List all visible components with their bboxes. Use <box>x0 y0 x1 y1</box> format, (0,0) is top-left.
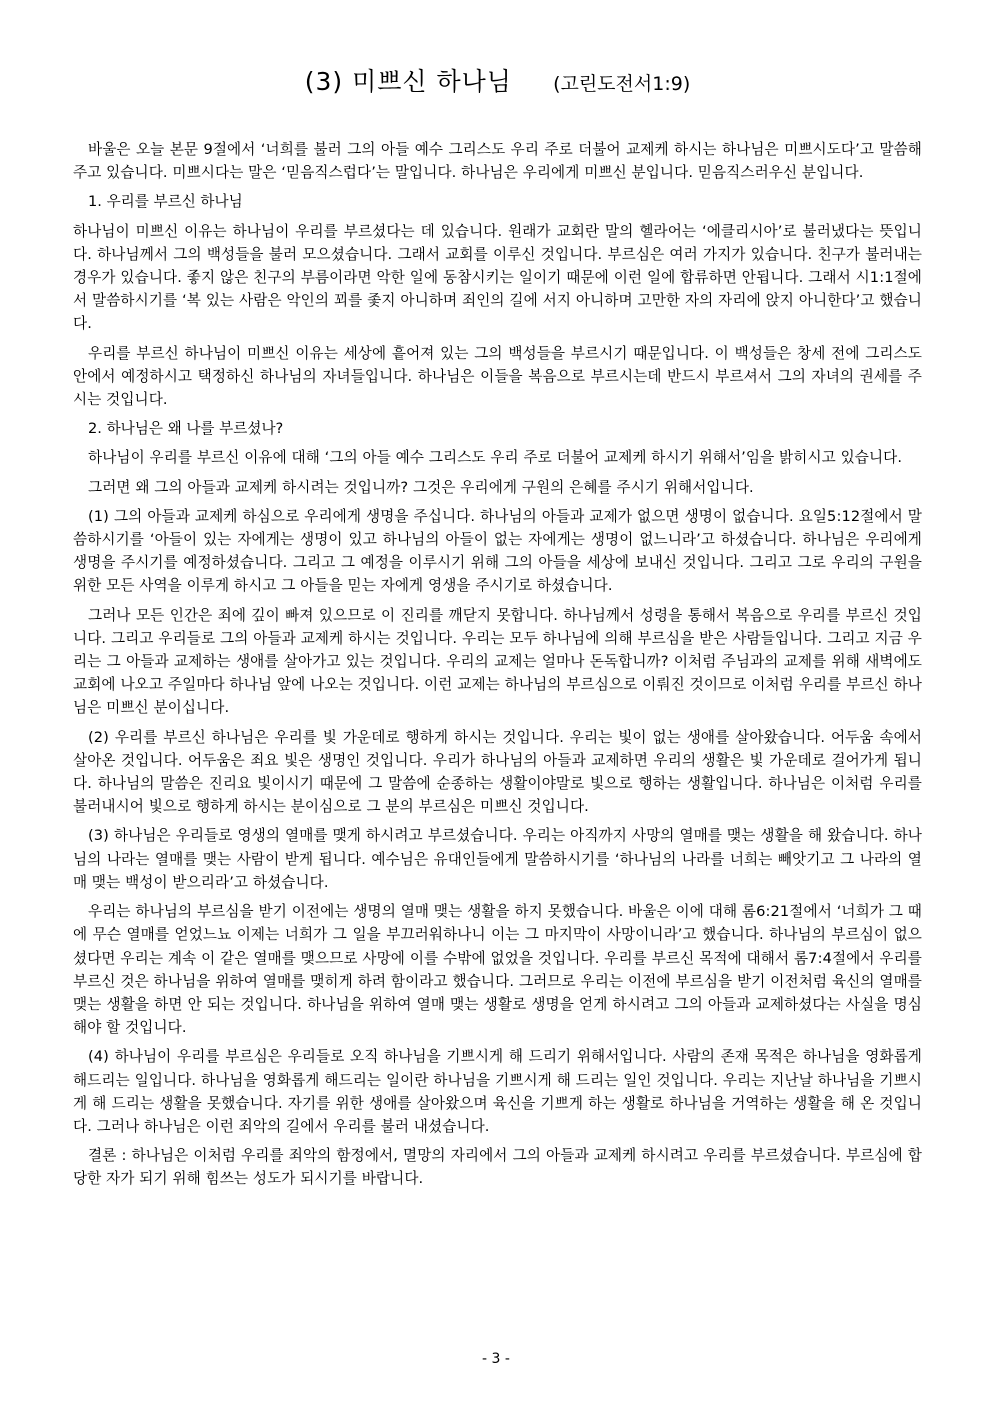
paragraph: (3) 하나님은 우리들로 영생의 열매를 맺게 하시려고 부르셨습니다. 우리는 아직까지 사망의 열매를 맺는 생활을 해 왔습니다. 하나님의 나라는 열매를 맺는 사람이 받게 됩니다. 예수님은 유대인들에게 말씀하시기를 ‘하나님의 나라를 너희는 빼앗기고 그 나라의 열매 맺는 백성이 받으리라’고 하셨습니다. <box>73 827 922 891</box>
paragraph: 그러나 모든 인간은 죄에 깊이 빠져 있으므로 이 진리를 깨닫지 못합니다. 하나님께서 성령을 통해서 복음으로 우리를 부르신 것입니다. 그리고 우리들로 그의 아들과 교제케 하시는 것입니다. 우리는 모두 하나님에 의해 부르심을 받은 사람들입니다. 그리고 지금 우리는 그 아들과 교제하는 생애를 살아가고 있는 것입니다. 우리의 교제는 얼마나 돈독합니까? 이처럼 주님과의 교제를 위해 새벽에도 교회에 나오고 주일마다 하나님 앞에 나오는 것입니다. 이런 교제는 하나님의 부르심으로 이뤄진 것이므로 이처럼 우리를 부르신 하나님은 미쁘신 분이십니다. <box>73 606 922 717</box>
paragraph: 그러면 왜 그의 아들과 교제케 하시려는 것입니까? 그것은 우리에게 구원의 은혜를 주시기 위해서입니다. <box>88 478 754 496</box>
paragraph: 결론 : 하나님은 이처럼 우리를 죄악의 함정에서, 멸망의 자리에서 그의 아들과 교제케 하시려고 우리를 부르셨습니다. 부르심에 합당한 자가 되기 위해 힘쓰는 성도가 되시기를 바랍니다. <box>73 1147 922 1188</box>
paragraph: 바울은 오늘 본문 9절에서 ‘너희를 불러 그의 아들 예수 그리스도 우리 주로 더불어 교제케 하시는 하나님은 미쁘시도다’고 말씀해 주고 있습니다. 미쁘시다는 말은 ‘믿음직스럽다’는 말입니다. 하나님은 우리에게 미쁘신 분입니다. 믿음직스러우신 분입니다. <box>73 141 922 182</box>
scripture-reference: (고린도전서1:9) <box>553 73 691 95</box>
paragraph: 우리를 부르신 하나님이 미쁘신 이유는 세상에 흩어져 있는 그의 백성들을 부르시기 때문입니다. 이 백성들은 창세 전에 그리스도 안에서 예정하시고 택정하신 하나님의 자녀들입니다. 하나님은 이들을 복음으로 부르시는데 반드시 부르셔서 그의 자녀의 권세를 주시는 것입니다. <box>73 344 922 409</box>
paragraph: 하나님이 우리를 부르신 이유에 대해 ‘그의 아들 예수 그리스도 우리 주로 더불어 교제케 하시기 위해서’임을 밝히시고 있습니다. <box>88 449 903 467</box>
paragraph: (1) 그의 아들과 교제케 하심으로 우리에게 생명을 주십니다. 하나님의 아들과 교제가 없으면 생명이 없습니다. 요일5:12절에서 말씀하시기를 ‘아들이 있는 자에게는 생명이 있고 하나님의 아들이 없는 자에게는 생명이 없느니라’고 하셨습니다. 하나님은 우리에게 생명을 주시기를 예정하셨습니다. 그리고 그 예정을 이루시기 위해 그의 아들을 세상에 보내신 것입니다. 그리고 그로 우리의 구원을 위한 모든 사역을 이루게 하시고 그 아들을 믿는 자에게 영생을 주시기로 하셨습니다. <box>73 507 922 595</box>
document-page <box>73 60 922 1197</box>
body-text <box>73 138 922 1191</box>
paragraph: 하나님이 미쁘신 이유는 하나님이 우리를 부르셨다는 데 있습니다. 원래가 교회란 말의 헬라어는 ‘에클리시아’로 불러냈다는 뜻입니다. 하나님께서 그의 백성들을 불러 모으셨습니다. 그래서 교회를 이루신 것입니다. 부르심은 여러 가지가 있습니다. 친구가 불러내는 경우가 있습니다. 좋지 않은 친구의 부름이라면 악한 일에 동참시키는 일이기 때문에 이런 일에 합류하면 안됩니다. 그래서 시1:1절에서 말씀하시기를 ‘복 있는 사람은 악인의 꾀를 좇지 아니하며 죄인의 길에 서지 아니하며 고만한 자의 자리에 앉지 아니한다’고 했습니다. <box>73 222 922 333</box>
section-heading: 1. 우리를 부르신 하나님 <box>88 193 243 211</box>
page-number: - 3 - <box>482 1351 510 1367</box>
section-heading: 2. 하나님은 왜 나를 부르셨나? <box>88 420 284 438</box>
page-title <box>73 60 922 104</box>
sermon-title: (3) 미쁘신 하나님 <box>304 67 512 96</box>
paragraph: 우리는 하나님의 부르심을 받기 이전에는 생명의 열매 맺는 생활을 하지 못했습니다. 바울은 이에 대해 롬6:21절에서 ‘너희가 그 때에 무슨 열매를 얻었느뇨 이제는 너희가 그 일을 부끄러워하나니 이는 그 마지막이 사망이니라’고 했습니다. 하나님의 부르심이 없으셨다면 우리는 계속 이 같은 열매를 맺으므로 사망에 이를 수밖에 없었을 것입니다. 우리를 부르신 목적에 대해서 롬7:4절에서 우리를 부르신 것은 하나님을 위하여 열매를 맺히게 하려 함이라고 했습니다. 그러므로 우리는 이전에 부르심을 받기 이전처럼 육신의 열매를 맺는 생활을 하면 안 되는 것입니다. 하나님을 위하여 열매 맺는 생활로 생명을 얻게 하시려고 그의 아들과 교제하셨다는 사실을 명심해야 할 것입니다. <box>73 903 922 1037</box>
paragraph: (4) 하나님이 우리를 부르심은 우리들로 오직 하나님을 기쁘시게 해 드리기 위해서입니다. 사람의 존재 목적은 하나님을 영화롭게 해드리는 일입니다. 하나님을 영화롭게 해드리는 일이란 하나님을 기쁘시게 해 드리는 일인 것입니다. 우리는 지난날 하나님을 기쁘시게 해 드리는 생활을 못했습니다. 자기를 위한 생애를 살아왔으며 육신을 기쁘게 하는 생활로 하나님을 거역하는 생활을 해 온 것입니다. 그러나 하나님은 이런 죄악의 길에서 우리를 불러 내셨습니다. <box>73 1048 922 1135</box>
paragraph: (2) 우리를 부르신 하나님은 우리를 빛 가운데로 행하게 하시는 것입니다. 우리는 빛이 없는 생애를 살아왔습니다. 어두움 속에서 살아온 것입니다. 어두움은 죄요 빛은 생명인 것입니다. 우리가 하나님의 아들과 교제하면 우리의 생활은 빛 가운데로 걸어가게 됩니다. 하나님의 말씀은 진리요 빛이시기 때문에 그 말씀에 순종하는 생활이야말로 빛으로 행하는 생활입니다. 하나님은 이처럼 우리를 불러내시어 빛으로 행하게 하시는 분이심으로 그 분의 부르심은 미쁘신 것입니다. <box>73 728 922 816</box>
